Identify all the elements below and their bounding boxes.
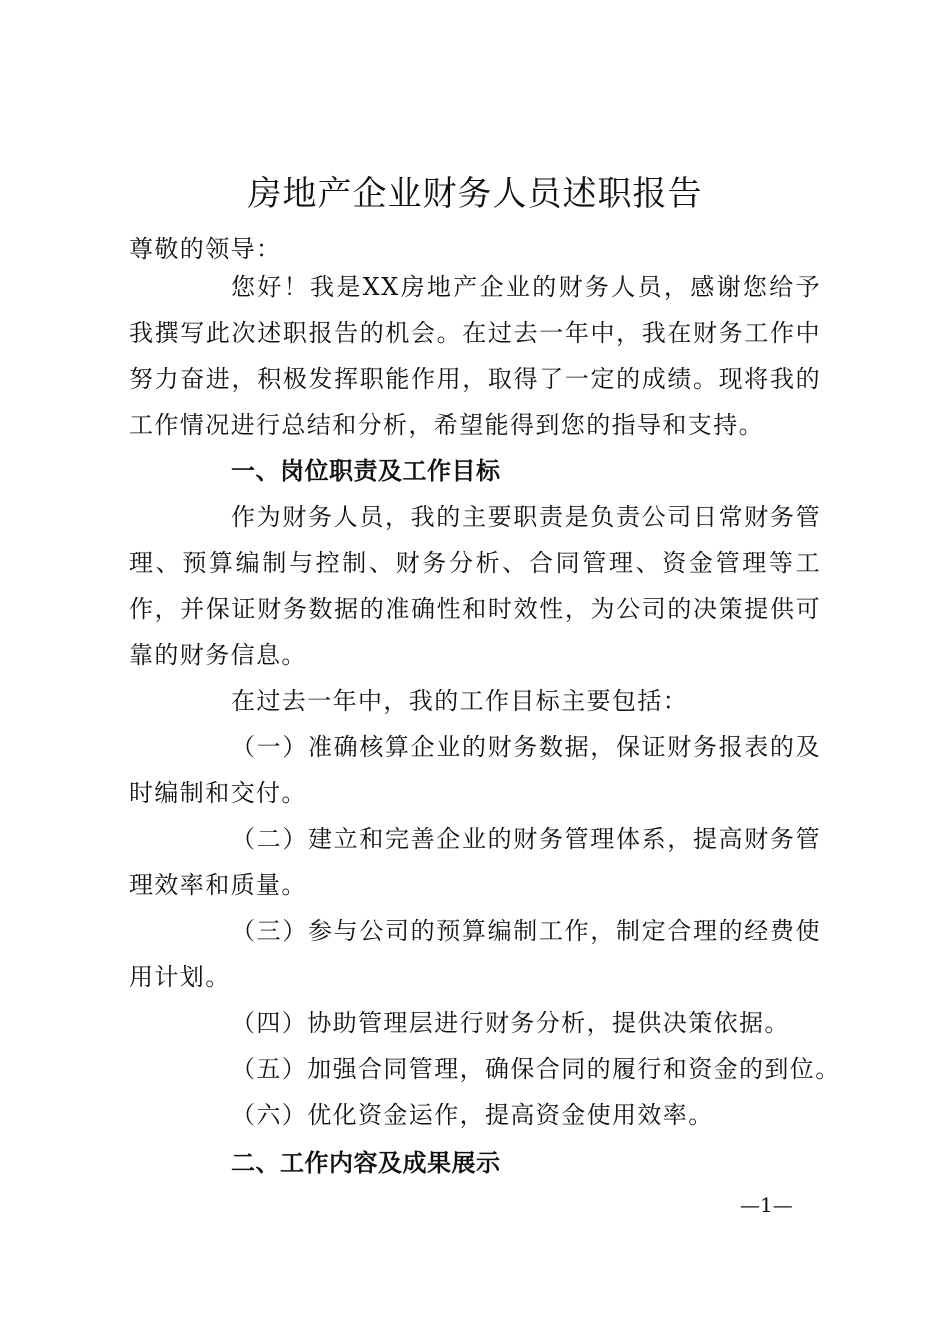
section-1-heading: 一、岗位职责及工作目标 [231, 457, 501, 485]
goal-item-1: （一）准确核算企业的财务数据，保证财务报表的及时编制和交付。 [129, 733, 821, 807]
section-2-heading: 二、工作内容及成果展示 [231, 1149, 501, 1177]
goal-item-4: （四）协助管理层进行财务分析，提供决策依据。 [231, 1009, 790, 1037]
goal-item-5: （五）加强合同管理，确保合同的履行和资金的到位。 [231, 1055, 841, 1083]
goal-item-6: （六）优化资金运作，提高资金使用效率。 [231, 1101, 714, 1129]
goal-item-2: （二）建立和完善企业的财务管理体系，提高财务管理效率和质量。 [129, 825, 821, 899]
goals-intro: 在过去一年中，我的工作目标主要包括： [231, 687, 689, 715]
responsibilities-paragraph: 作为财务人员，我的主要职责是负责公司日常财务管理、预算编制与控制、财务分析、合同管理、资金管理等工作，并保证财务数据的准确性和时效性，为公司的决策提供可靠的财务信息。 [129, 503, 821, 669]
goal-item-3: （三）参与公司的预算编制工作，制定合理的经费使用计划。 [129, 917, 821, 991]
intro-paragraph: 您好！我是XX房地产企业的财务人员，感谢您给予我撰写此次述职报告的机会。在过去一年中，我在财务工作中努力奋进，积极发挥职能作用，取得了一定的成绩。现将我的工作情况进行总结和分析，希望能得到您的指导和支持。 [129, 273, 821, 439]
salutation: 尊敬的领导： [129, 235, 282, 263]
page-number: —1— [740, 1193, 793, 1217]
document-title: 房地产企业财务人员述职报告 [247, 174, 703, 214]
